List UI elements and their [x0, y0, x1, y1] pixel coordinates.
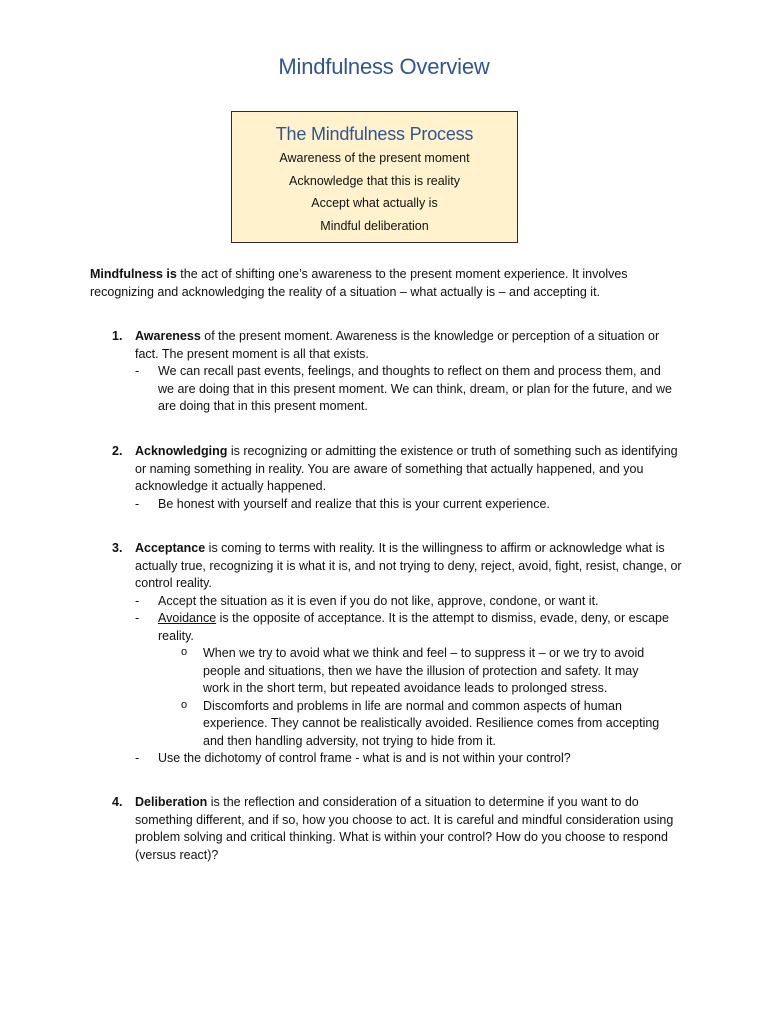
process-step: Mindful deliberation — [320, 219, 429, 234]
section-text: of the present moment. Awareness is the knowledge or perception of a situation or fact. The present moment is all that exists. — [135, 329, 660, 361]
dash-marker: - — [135, 364, 140, 378]
section-awareness — [90, 328, 690, 416]
circle-marker: o — [181, 698, 188, 711]
dash-marker: - — [135, 751, 140, 765]
section-number: 1. — [112, 329, 123, 343]
avoidance-term: Avoidance — [158, 611, 217, 625]
bullet-item — [135, 610, 678, 645]
section-term: Acceptance — [135, 541, 206, 555]
intro-paragraph — [90, 266, 690, 301]
intro-text: the act of shifting one’s awareness to the present moment experience. It involves recognizing and acknowledging the reality of a situation – what actually is – and accepting it. — [90, 267, 628, 299]
bullet-text: is the opposite of acceptance. It is the attempt to dismiss, evade, deny, or escape reality. — [158, 611, 669, 643]
section-text: is coming to terms with reality. It is the willingness to affirm or acknowledge what is actually true, recognizing it is what it is, and not trying to deny, reject, avoid, fight, resist, change, or control reality. — [135, 541, 682, 590]
section-number: 3. — [112, 541, 123, 555]
mindfulness-process-box — [231, 111, 518, 243]
section-acceptance — [90, 540, 690, 768]
bullet-item — [135, 593, 678, 611]
bullet-item — [135, 496, 678, 514]
bullet-item — [135, 750, 678, 768]
section-number: 2. — [112, 444, 123, 458]
sub-bullet-text: Discomforts and problems in life are normal and common aspects of human experience. They cannot be realistically avoided. Resilience comes from accepting and then handling adversity, not trying to hide from it. — [203, 698, 660, 748]
bullet-text: We can recall past events, feelings, and thoughts to reflect on them and process them, and we are doing that in this present moment. We can think, dream, or plan for the future, and we are doing that in this present moment. — [158, 364, 672, 413]
section-term: Deliberation — [135, 795, 208, 809]
section-paragraph — [135, 540, 685, 593]
sub-bullet-text: When we try to avoid what we think and feel – to suppress it – or we try to avoid people and situations, then we have the illusion of protection and safety. It may work in the short term, but repeated avoidance leads to prolonged stress. — [203, 646, 645, 695]
page-title: Mindfulness Overview — [278, 54, 490, 79]
dash-marker: - — [135, 611, 140, 625]
section-term: Acknowledging — [135, 444, 228, 458]
bullet-text: Be honest with yourself and realize that this is your current experience. — [158, 496, 550, 511]
bullet-item — [135, 363, 678, 416]
sub-bullet-item — [181, 645, 665, 698]
process-step: Accept what actually is — [311, 196, 438, 211]
intro-term: Mindfulness is — [90, 267, 177, 281]
section-term: Awareness — [135, 329, 201, 343]
dash-marker: - — [135, 496, 140, 511]
section-paragraph — [135, 794, 685, 864]
section-acknowledging — [90, 443, 690, 513]
section-paragraph — [135, 328, 685, 363]
section-paragraph — [135, 443, 685, 496]
dash-marker: - — [135, 593, 140, 608]
process-steps — [232, 147, 517, 238]
sub-bullet-item — [181, 698, 665, 751]
section-deliberation — [90, 794, 690, 864]
process-box-title: The Mindfulness Process — [275, 124, 474, 144]
section-text: is the reflection and consideration of a situation to determine if you want to do something different, and if so, how you choose to act. It is careful and mindful consideration using problem solving and critical thinking. What is within your control? How do you choose to respond (versus react)? — [135, 795, 674, 862]
process-step: Acknowledge that this is reality — [289, 173, 460, 188]
process-step: Awareness of the present moment — [279, 151, 470, 165]
bullet-text: Accept the situation as it is even if you do not like, approve, condone, or want it. — [158, 593, 599, 608]
bullet-text: Use the dichotomy of control frame - what is and is not within your control? — [158, 751, 571, 765]
circle-marker: o — [181, 646, 188, 658]
section-number: 4. — [112, 795, 123, 809]
section-text: is recognizing or admitting the existence or truth of something such as identifying or naming something in reality. You are aware of something that actually happened, and you acknowledge it actually happened. — [135, 444, 678, 493]
